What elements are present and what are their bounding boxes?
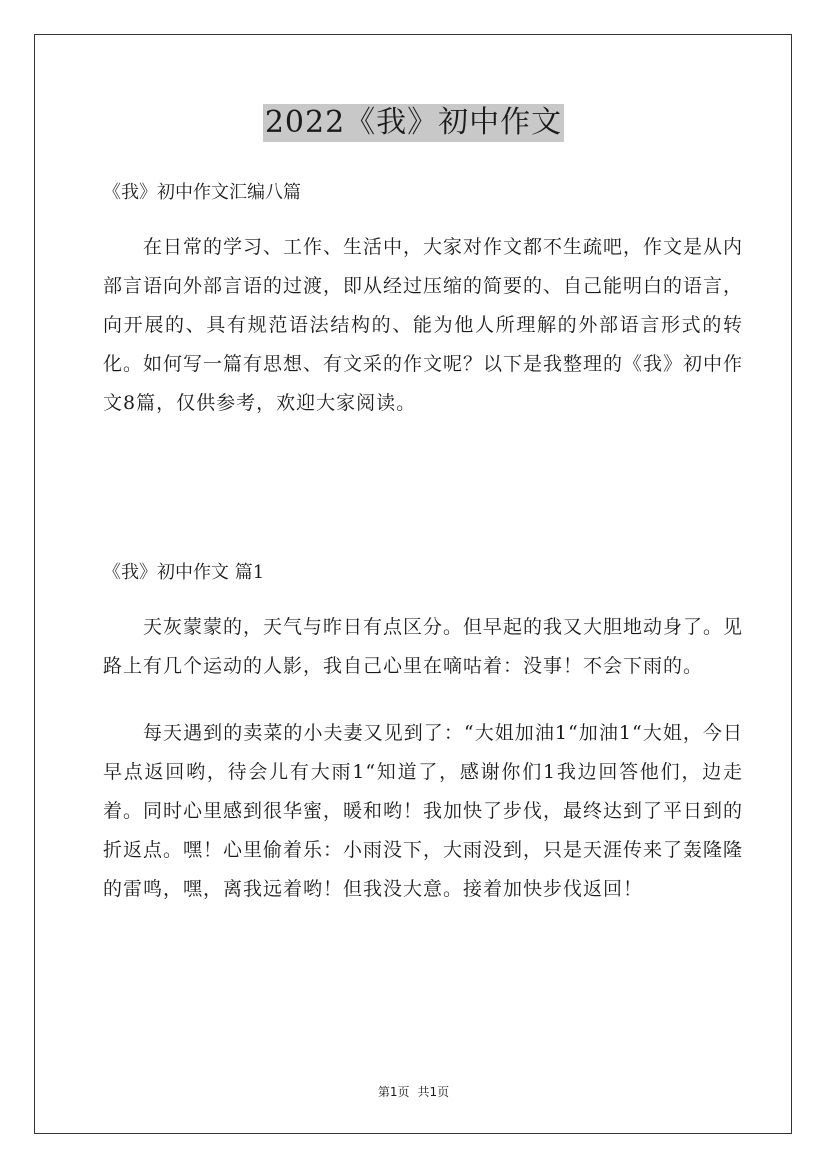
document-title: 2022《我》初中作文: [264, 105, 563, 140]
body-paragraph: 天灰蒙蒙的，天气与昨日有点区分。但早起的我又大胆地动身了。见路上有几个运动的人影，我自己心里在嘀咕着：没事！不会下雨的。: [103, 616, 744, 677]
intro-paragraph: 在日常的学习、工作、生活中，大家对作文都不生疏吧，作文是从内部言语向外部言语的过渡，即从经过压缩的简要的、自己能明白的语言，向开展的、具有规范语法结构的、能为他人所理解的外部语言形式的转化。如何写一篇有思想、有文采的作文呢？以下是我整理的《我》初中作文8篇，仅供参考，欢迎大家阅读。: [103, 236, 744, 414]
page-footer: [0, 1083, 827, 1100]
body-paragraph: 每天遇到的卖菜的小夫妻又见到了：“大姐加油1“加油1“大姐，今日早点返回哟，待会儿有大雨1“知道了，感谢你们1我边回答他们，边走着。同时心里感到很华蜜，暖和哟！我加快了步伐，最终达到了平日到的折返点。嘿！心里偷着乐：小雨没下，大雨没到，只是天涯传来了轰隆隆的雷鸣，嘿，离我远着哟！但我没大意。接着加快步伐返回！: [103, 722, 744, 900]
page-number-current: 第1页: [377, 1085, 410, 1099]
section-heading: 《我》初中作文 篇1: [103, 562, 265, 583]
document-subtitle: 《我》初中作文汇编八篇: [103, 182, 301, 203]
title-container: [0, 104, 827, 142]
page-number-total: 共1页: [417, 1085, 450, 1099]
